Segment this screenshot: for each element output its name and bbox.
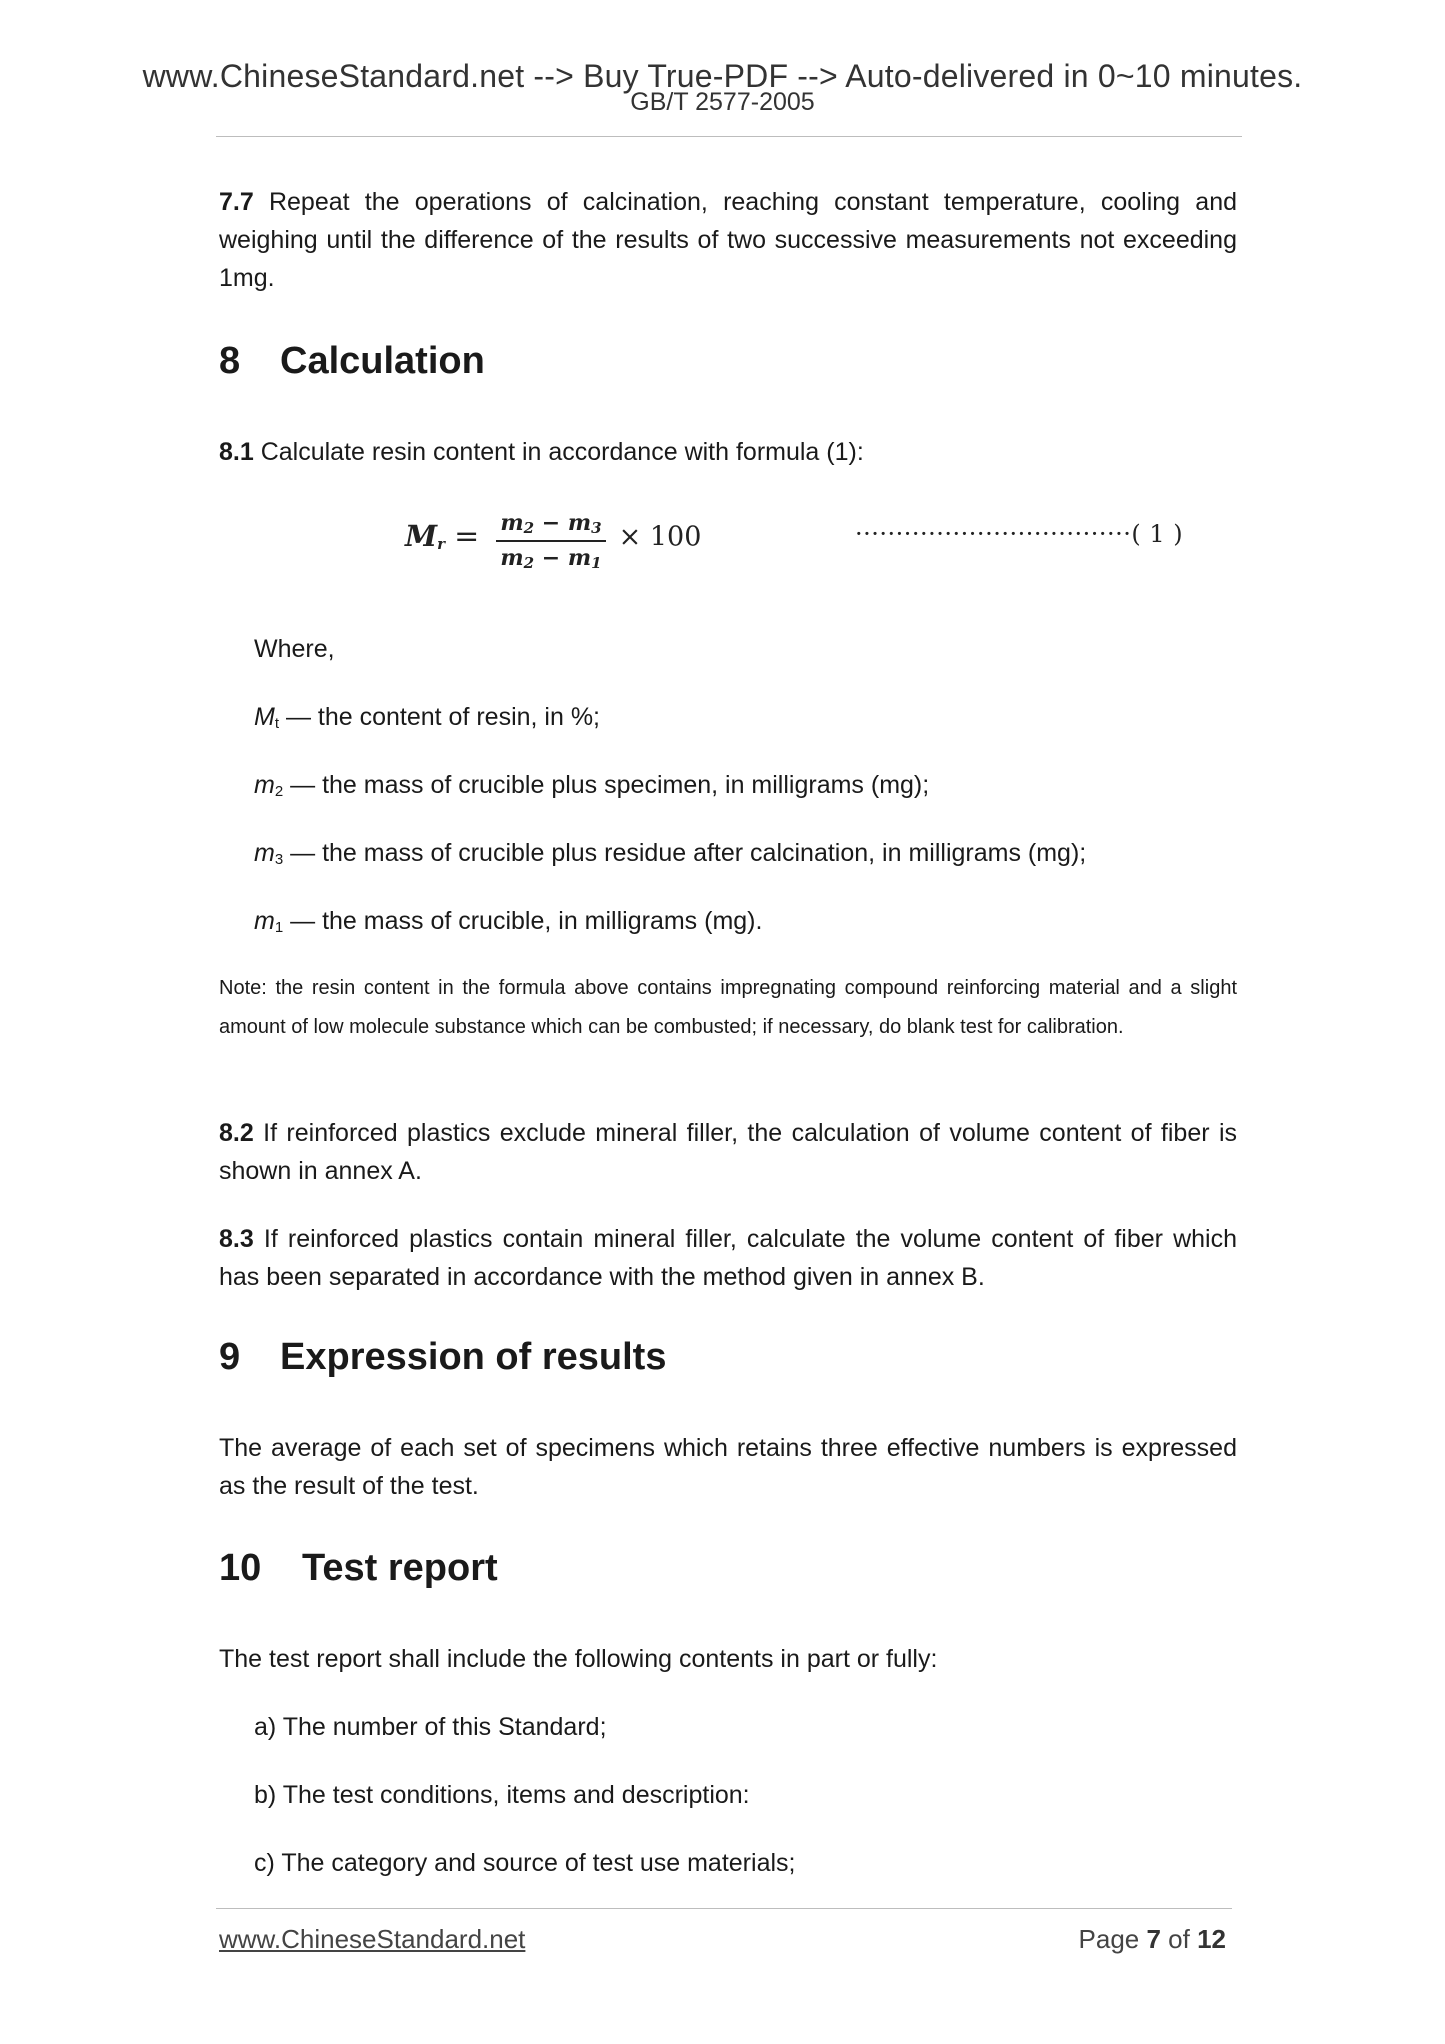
formula-lhs (405, 519, 445, 553)
def-text: — the mass of crucible plus specimen, in milligrams (mg); (283, 771, 930, 799)
report-item-b: b) The test conditions, items and description: (254, 1781, 750, 1809)
page-number: 7 (1146, 1924, 1161, 1954)
numerator-minus: − (534, 510, 568, 536)
section-10-intro: The test report shall include the following contents in part or fully: (219, 1645, 938, 1673)
clause-8-2 (219, 1114, 1237, 1190)
denominator-term-a: m (500, 545, 524, 571)
page-indicator (1079, 1924, 1226, 1955)
section-number: 9 (219, 1336, 241, 1378)
section-title: Expression of results (280, 1336, 667, 1378)
numerator-sub-b: 3 (591, 519, 602, 537)
formula-equals: = (454, 518, 480, 554)
formula-fraction (496, 510, 605, 572)
def-text: — the mass of crucible plus residue after calcination, in milligrams (mg); (283, 839, 1087, 867)
formula-lhs-subscript: r (437, 534, 446, 553)
report-item-a: a) The number of this Standard; (254, 1713, 607, 1741)
section-9-text: The average of each set of specimens which retains three effective numbers is expressed as the result of the test. (219, 1434, 1237, 1500)
clause-8-3 (219, 1220, 1237, 1296)
clause-text: If reinforced plastics contain mineral filler, calculate the volume content of fiber which has been separated in accordance with the method given in annex B. (219, 1225, 1237, 1291)
clause-text: If reinforced plastics exclude mineral filler, the calculation of volume content of fiber is shown in annex A. (219, 1119, 1237, 1185)
denominator-term-b: m (567, 545, 592, 571)
footer-site-link[interactable]: www.ChineseStandard.net (219, 1924, 526, 1954)
section-8-heading (219, 340, 485, 383)
denominator-sub-b: 1 (591, 554, 602, 572)
clause-number: 8.2 (219, 1119, 254, 1147)
report-item-c: c) The category and source of test use materials; (254, 1849, 796, 1877)
footer-divider (216, 1908, 1232, 1909)
numerator-sub-a: 2 (523, 519, 535, 537)
formula-multiplier: × 100 (618, 521, 702, 553)
section-title: Test report (302, 1547, 498, 1589)
def-subscript: t (274, 715, 279, 732)
section-title: Calculation (280, 340, 485, 382)
page-total: 12 (1197, 1924, 1226, 1954)
formula-numerator (496, 510, 605, 537)
def-symbol: M (254, 703, 275, 731)
formula-denominator (496, 545, 605, 572)
fraction-bar (496, 540, 605, 542)
section-9-heading (219, 1336, 666, 1379)
clause-7-7 (219, 183, 1237, 297)
where-label: Where, (254, 635, 335, 663)
def-subscript: 1 (274, 919, 284, 936)
denominator-minus: − (534, 545, 568, 571)
formula-reference: ··································( 1 ) (855, 520, 1184, 548)
clause-text: Repeat the operations of calcination, reaching constant temperature, cooling and weighing until the difference of the results of two successive measurements not exceeding 1mg. (219, 188, 1237, 292)
def-symbol: m (254, 839, 275, 867)
of-label: of (1160, 1924, 1198, 1954)
definition-m1 (219, 902, 762, 947)
def-text: — the mass of crucible, in milligrams (mg). (283, 907, 763, 935)
def-text: — the content of resin, in %; (279, 703, 600, 731)
def-symbol: m (254, 771, 275, 799)
document-id: GB/T 2577-2005 (630, 88, 815, 116)
header-divider (216, 136, 1242, 137)
formula-lhs-symbol: M (405, 518, 438, 553)
section-number: 10 (219, 1547, 262, 1589)
definition-mt (219, 698, 600, 743)
header-banner: www.ChineseStandard.net --> Buy True-PDF --> Auto-delivered in 0~10 minutes. (142, 58, 1303, 94)
page-label: Page (1078, 1924, 1147, 1954)
def-subscript: 3 (274, 851, 284, 868)
denominator-sub-a: 2 (523, 554, 535, 572)
clause-number: 8.1 (219, 438, 254, 466)
def-symbol: m (254, 907, 275, 935)
numerator-term-b: m (567, 510, 592, 536)
clause-8-1 (219, 433, 1237, 471)
section-number: 8 (219, 340, 241, 382)
clause-text: Calculate resin content in accordance with formula (1): (253, 438, 864, 466)
def-subscript: 2 (274, 783, 284, 800)
note: Note: the resin content in the formula above contains impregnating compound reinforcing material and a slight amount of low molecule substance which can be combusted; if necessary, do blank test for calibration. (219, 977, 1237, 1038)
definition-m2 (219, 766, 929, 811)
clause-number: 8.3 (219, 1225, 254, 1253)
numerator-term-a: m (500, 510, 524, 536)
clause-number: 7.7 (219, 188, 254, 216)
formula-1 (405, 510, 701, 572)
section-10-heading (219, 1547, 498, 1590)
definition-m3 (219, 834, 1086, 879)
